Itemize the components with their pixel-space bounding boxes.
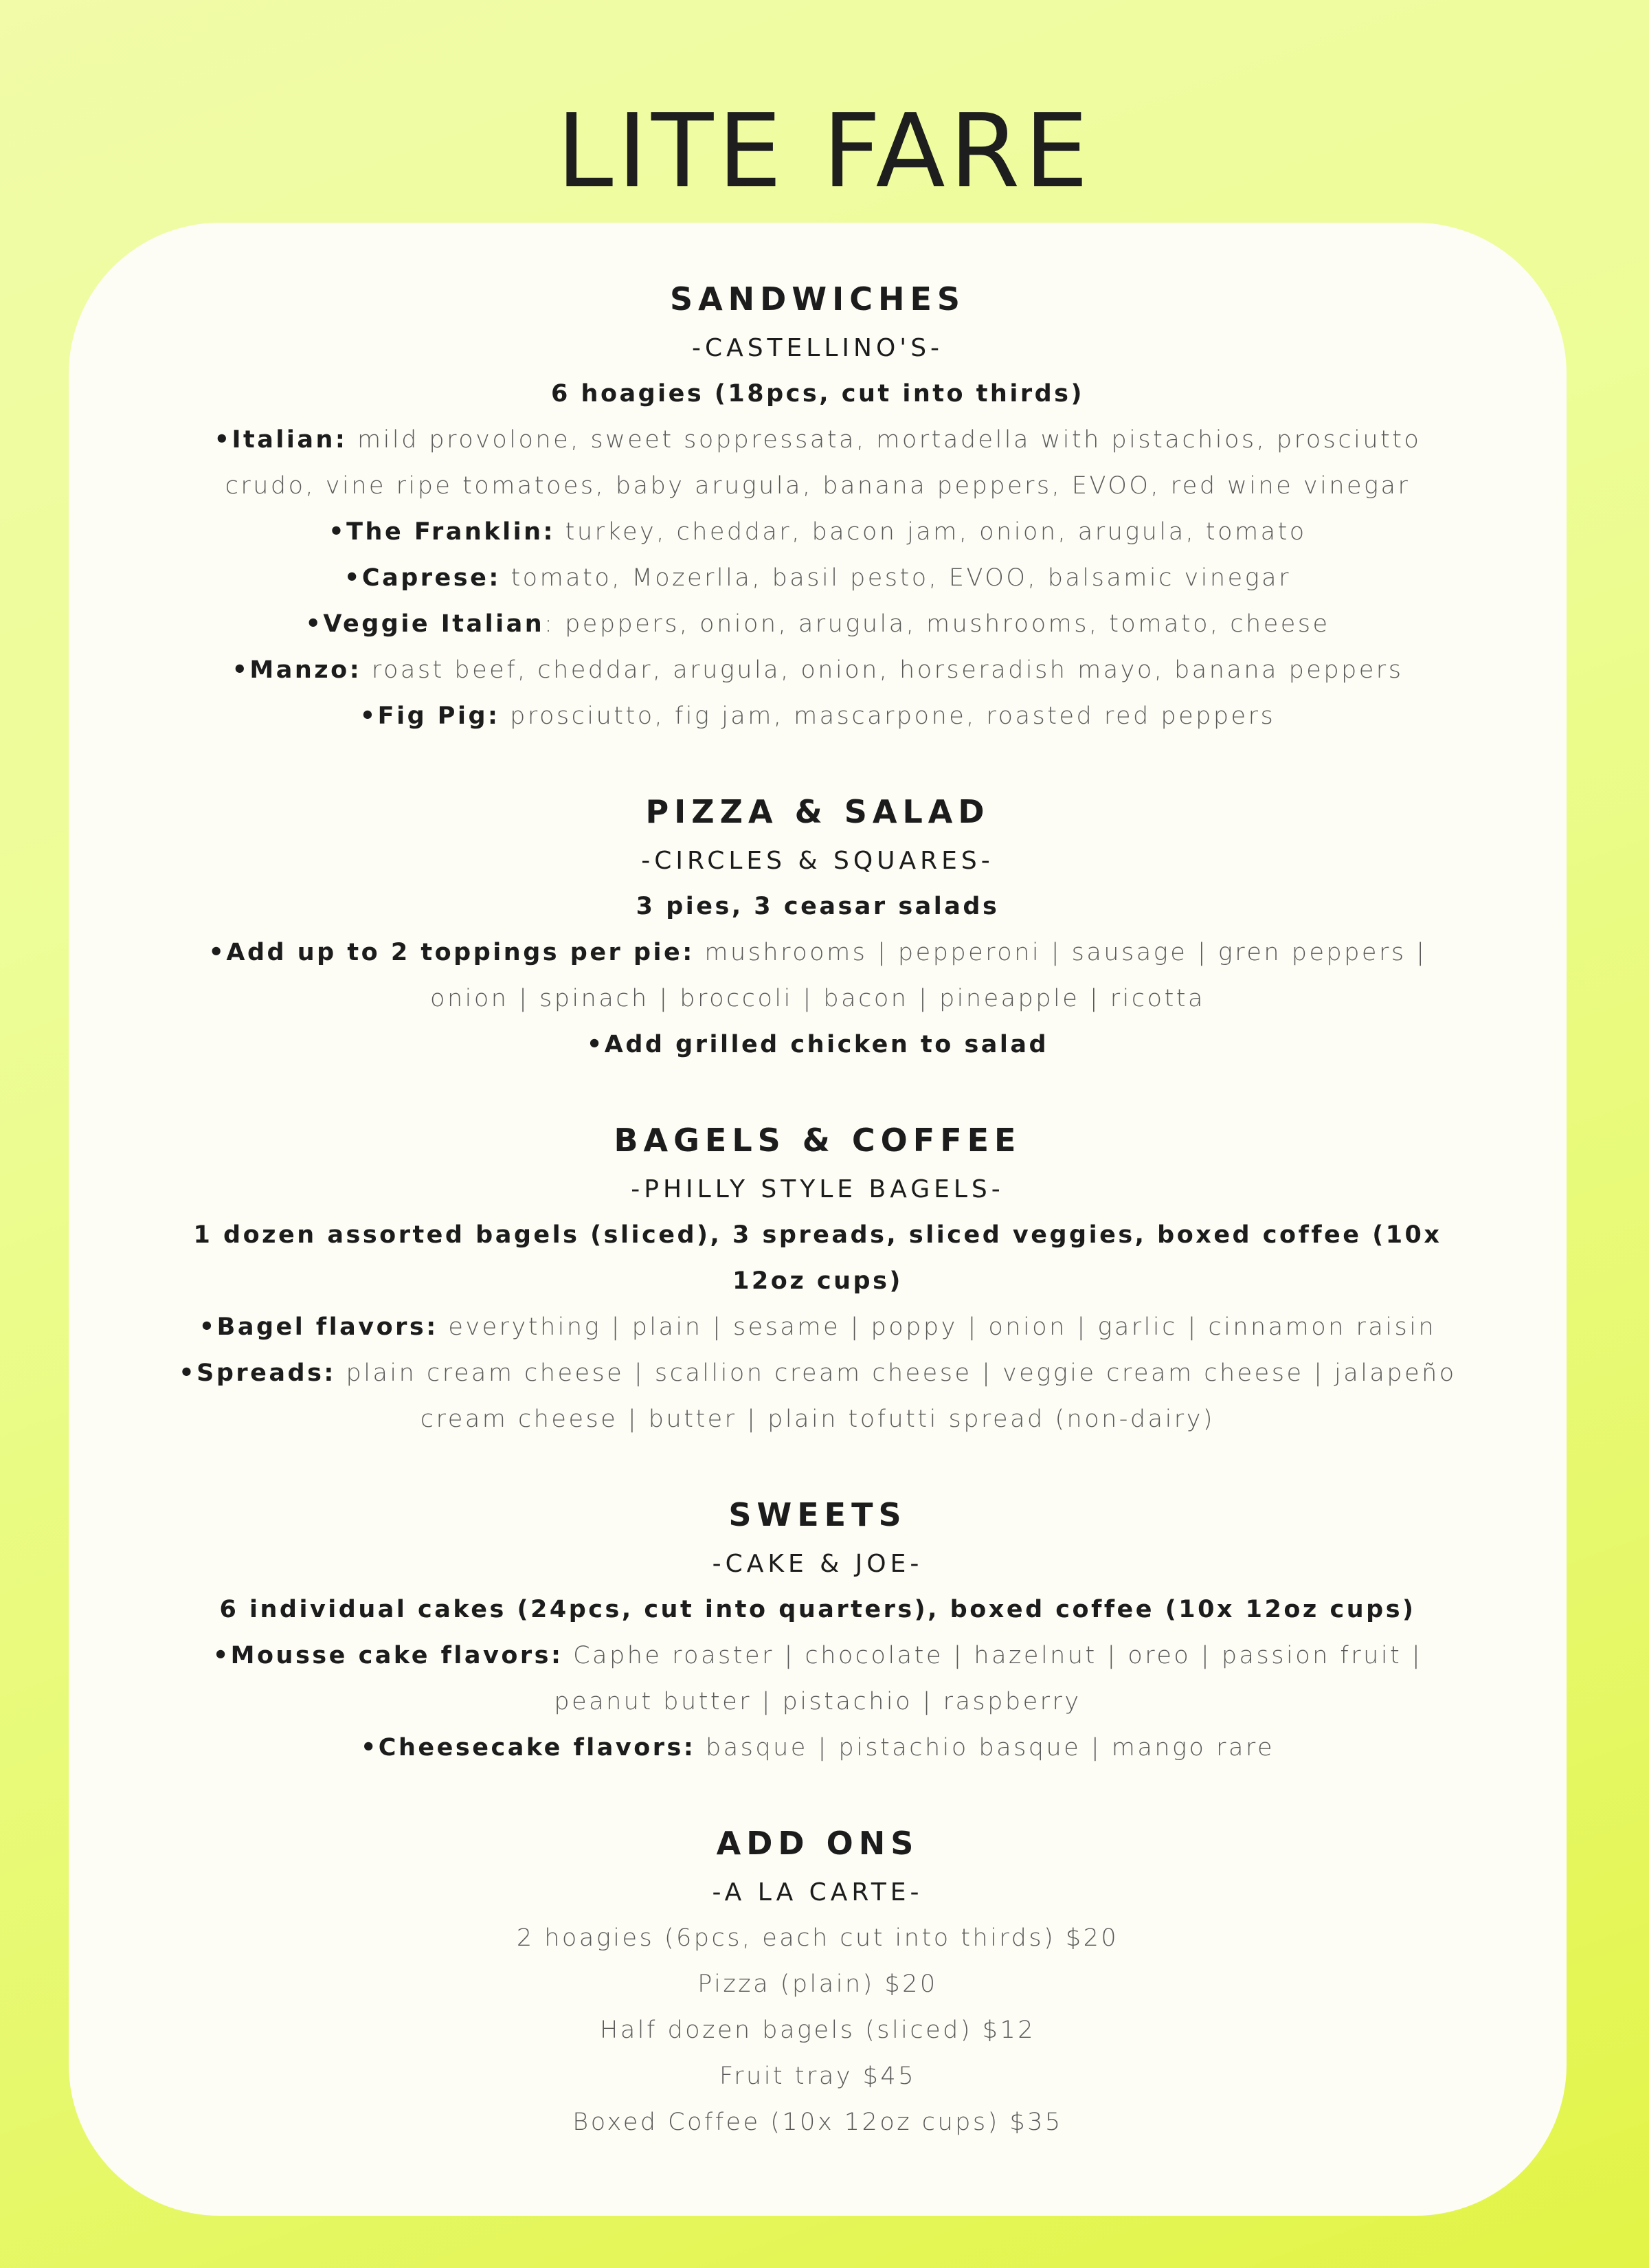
add-on-text: Fruit tray $45 bbox=[719, 2063, 916, 2090]
add-on-text: Half dozen bagels (sliced) $12 bbox=[600, 2016, 1035, 2044]
menu-item-description: mushrooms | pepperoni | sausage | gren peppers | onion | spinach | broccoli | bacon | pineapple | ricotta bbox=[430, 939, 1427, 1012]
menu-item-toppings bbox=[165, 930, 1470, 1022]
section-subtitle: -A LA CARTE- bbox=[712, 1878, 923, 1906]
add-on-item bbox=[165, 1915, 1470, 1961]
section-summary: 6 hoagies (18pcs, cut into thirds) bbox=[551, 380, 1084, 408]
menu-item-italian bbox=[165, 417, 1470, 509]
menu-item-label: •Add up to 2 toppings per pie: bbox=[208, 939, 695, 966]
section-bagels-coffee bbox=[69, 1113, 1567, 1443]
menu-item-fig-pig bbox=[165, 693, 1470, 740]
menu-item-description: turkey, cheddar, bacon jam, onion, arugula, tomato bbox=[555, 518, 1307, 546]
menu-item-description: basque | pistachio basque | mango rare bbox=[695, 1734, 1275, 1761]
menu-item-description: tomato, Mozerlla, basil pesto, EVOO, balsamic vinegar bbox=[500, 564, 1291, 592]
section-pizza-salad bbox=[69, 785, 1567, 1068]
menu-card bbox=[69, 223, 1567, 2216]
menu-item-label: •Bagel flavors: bbox=[199, 1313, 438, 1341]
menu-item-label: •Mousse cake flavors: bbox=[212, 1642, 563, 1669]
section-title: ADD ONS bbox=[716, 1825, 919, 1862]
menu-content bbox=[69, 272, 1567, 2146]
add-on-text: 2 hoagies (6pcs, each cut into thirds) $20 bbox=[516, 1924, 1119, 1952]
section-title: PIZZA & SALAD bbox=[645, 793, 990, 830]
section-title: SANDWICHES bbox=[669, 280, 966, 318]
menu-item-label: •The Franklin: bbox=[328, 518, 556, 546]
menu-item-label: •Italian: bbox=[214, 426, 348, 454]
add-on-text: Pizza (plain) $20 bbox=[697, 1970, 938, 1998]
section-title: BAGELS & COFFEE bbox=[614, 1122, 1022, 1159]
menu-item-description: : peppers, onion, arugula, mushrooms, tomato, cheese bbox=[544, 610, 1330, 638]
section-sandwiches bbox=[69, 272, 1567, 740]
section-summary: 6 individual cakes (24pcs, cut into quarters), boxed coffee (10x 12oz cups) bbox=[219, 1596, 1416, 1623]
add-on-text: Boxed Coffee (10x 12oz cups) $35 bbox=[572, 2109, 1063, 2136]
menu-item-description: Caphe roaster | chocolate | hazelnut | oreo | passion fruit | peanut butter | pistachio | raspberry bbox=[554, 1642, 1423, 1715]
section-summary: 1 dozen assorted bagels (sliced), 3 spreads, sliced veggies, boxed coffee (10x 12oz cups) bbox=[193, 1221, 1442, 1295]
menu-item-label: •Spreads: bbox=[179, 1359, 336, 1387]
section-title: SWEETS bbox=[728, 1496, 907, 1533]
menu-item-veggie-italian bbox=[165, 601, 1470, 647]
section-note: •Add grilled chicken to salad bbox=[586, 1031, 1049, 1058]
menu-item-label: •Veggie Italian bbox=[305, 610, 545, 638]
menu-item-label: •Cheesecake flavors: bbox=[360, 1734, 696, 1761]
menu-item-cheesecake-flavors bbox=[165, 1725, 1470, 1771]
menu-item-description: roast beef, cheddar, arugula, onion, horseradish mayo, banana peppers bbox=[361, 656, 1404, 684]
menu-item-the-franklin bbox=[165, 509, 1470, 555]
menu-item-caprese bbox=[165, 555, 1470, 601]
page-title: LITE FARE bbox=[556, 92, 1093, 210]
section-subtitle: -PHILLY STYLE BAGELS- bbox=[631, 1175, 1005, 1203]
add-on-item bbox=[165, 2100, 1470, 2146]
add-on-item bbox=[165, 1961, 1470, 2008]
menu-item-spreads bbox=[165, 1350, 1470, 1443]
menu-item-description: plain cream cheese | scallion cream cheese | veggie cream cheese | jalapeño cream cheese | butter | plain tofutti spread (non-dairy) bbox=[335, 1359, 1457, 1433]
menu-item-label: •Caprese: bbox=[344, 564, 501, 592]
menu-item-mousse-cake-flavors bbox=[165, 1633, 1470, 1725]
menu-item-manzo bbox=[165, 647, 1470, 693]
menu-item-description: everything | plain | sesame | poppy | onion | garlic | cinnamon raisin bbox=[438, 1313, 1437, 1341]
add-on-item bbox=[165, 2008, 1470, 2054]
section-subtitle: -CAKE & JOE- bbox=[712, 1550, 923, 1578]
menu-item-label: •Fig Pig: bbox=[359, 702, 500, 730]
section-summary: 3 pies, 3 ceasar salads bbox=[636, 893, 1000, 920]
menu-item-bagel-flavors bbox=[165, 1304, 1470, 1350]
add-on-item bbox=[165, 2054, 1470, 2100]
section-subtitle: -CASTELLINO'S- bbox=[691, 334, 944, 362]
section-subtitle: -CIRCLES & SQUARES- bbox=[641, 847, 994, 875]
section-sweets bbox=[69, 1488, 1567, 1771]
menu-item-description: mild provolone, sweet soppressata, mortadella with pistachios, prosciutto crudo, vine ripe tomatoes, baby arugula, banana peppers, EVOO, red wine vinegar bbox=[225, 426, 1422, 500]
section-add-ons bbox=[69, 1816, 1567, 2146]
menu-item-label: •Manzo: bbox=[232, 656, 362, 684]
menu-item-description: prosciutto, fig jam, mascarpone, roasted red peppers bbox=[500, 702, 1276, 730]
